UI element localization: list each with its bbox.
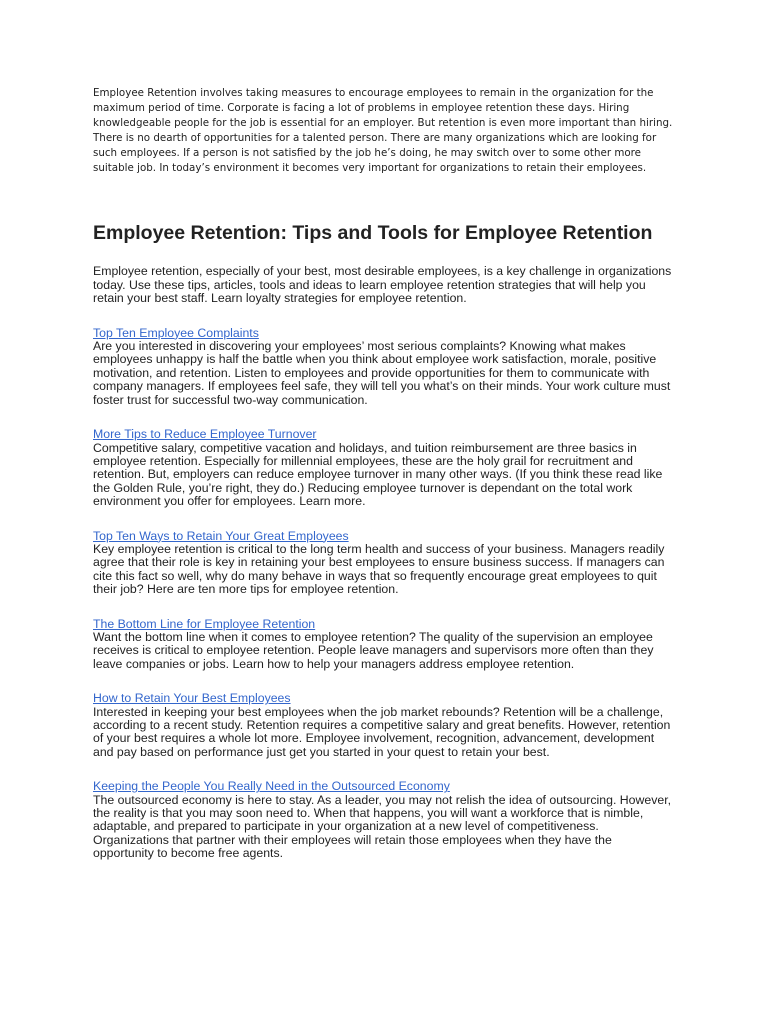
section-employee-complaints (93, 327, 673, 407)
link-how-to-retain-best[interactable]: How to Retain Your Best Employees (93, 691, 291, 706)
intro-paragraph: Employee Retention involves taking measures to encourage employees to remain in the organization for the maximum period of time. Corporate is facing a lot of problems in employee retention these days. Hiring knowledgeable people for the job is essential for an employer. But retention is even more important than hiring. There is no dearth of opportunities for a talented person. There are many organizations which are looking for such employees. If a person is not satisfied by the job he’s doing, he may switch over to some other more suitable job. In today’s environment it becomes very important for organizations to retain their employees. (93, 87, 673, 174)
section-body: Are you interested in discovering your employees’ most serious complaints? Knowing what makes employees unhappy is half the battle when you think about employee work satisfaction, morale, positive motivation, and retention. Listen to employees and provide opportunities for them to communicate with company managers. If employees feel safe, they will tell you what’s on their minds. Your work culture must foster trust for successful two-way communication. (93, 339, 671, 407)
section-body: Want the bottom line when it comes to employee retention? The quality of the supervision an employee receives is critical to employee retention. People leave managers and supervisors more often than they leave companies or jobs. Learn how to help your managers address employee retention. (93, 629, 654, 671)
lead-paragraph: Employee retention, especially of your best, most desirable employees, is a key challenge in organizations today. Use these tips, articles, tools and ideas to learn employee retention strategies that will help you retain your best staff. Learn loyalty strategies for employee retention. (93, 264, 672, 306)
section-body: The outsourced economy is here to stay. As a leader, you may not relish the idea of outsourcing. However, the reality is that you may soon need to. When that happens, you will want a workforce that is nimble, adaptable, and prepared to participate in your organization at a new level of competitiveness. Organizations that partner with their employees will retain those employees when they have the opportunity to become free agents. (93, 792, 672, 861)
link-top-ten-ways-retain[interactable]: Top Ten Ways to Retain Your Great Employees (93, 528, 349, 543)
section-body: Interested in keeping your best employees when the job market rebounds? Retention will be a challenge, according to a recent study. Retention requires a competitive salary and great benefits. However, retention of your best requires a whole lot more. Employee involvement, recognition, advancement, development and pay based on performance just get you started in your quest to retain your best. (93, 704, 671, 759)
section-retain-great-employees (93, 530, 673, 597)
link-outsourced-economy[interactable]: Keeping the People You Really Need in the Outsourced Economy (93, 779, 450, 794)
page-title: Employee Retention: Tips and Tools for Employee Retention (93, 222, 653, 245)
section-bottom-line (93, 618, 673, 672)
link-top-ten-employee-complaints[interactable]: Top Ten Employee Complaints (93, 325, 259, 340)
document-page (93, 86, 673, 861)
link-bottom-line-retention[interactable]: The Bottom Line for Employee Retention (93, 616, 316, 631)
section-body: Key employee retention is critical to the long term health and success of your business. Managers readily agree that their role is key in retaining your best employees to ensure business success. If managers can cite this fact so well, why do many behave in ways that so frequently encourage great employees to quit their job? Here are ten more tips for employee retention. (93, 541, 665, 597)
section-retain-best (93, 692, 673, 759)
section-outsourced-economy (93, 780, 673, 860)
link-more-tips-reduce-turnover[interactable]: More Tips to Reduce Employee Turnover (93, 427, 317, 442)
section-body: Competitive salary, competitive vacation and holidays, and tuition reimbursement are three basics in employee retention. Especially for millennial employees, these are the holy grail for recruitment and retention. But, employers can reduce employee turnover in many other ways. (If you think these read like the Golden Rule, you’re right, they do.) Reducing employee turnover is dependant on the total work environment you offer for employees. Learn more. (93, 440, 663, 509)
section-reduce-turnover (93, 428, 673, 508)
